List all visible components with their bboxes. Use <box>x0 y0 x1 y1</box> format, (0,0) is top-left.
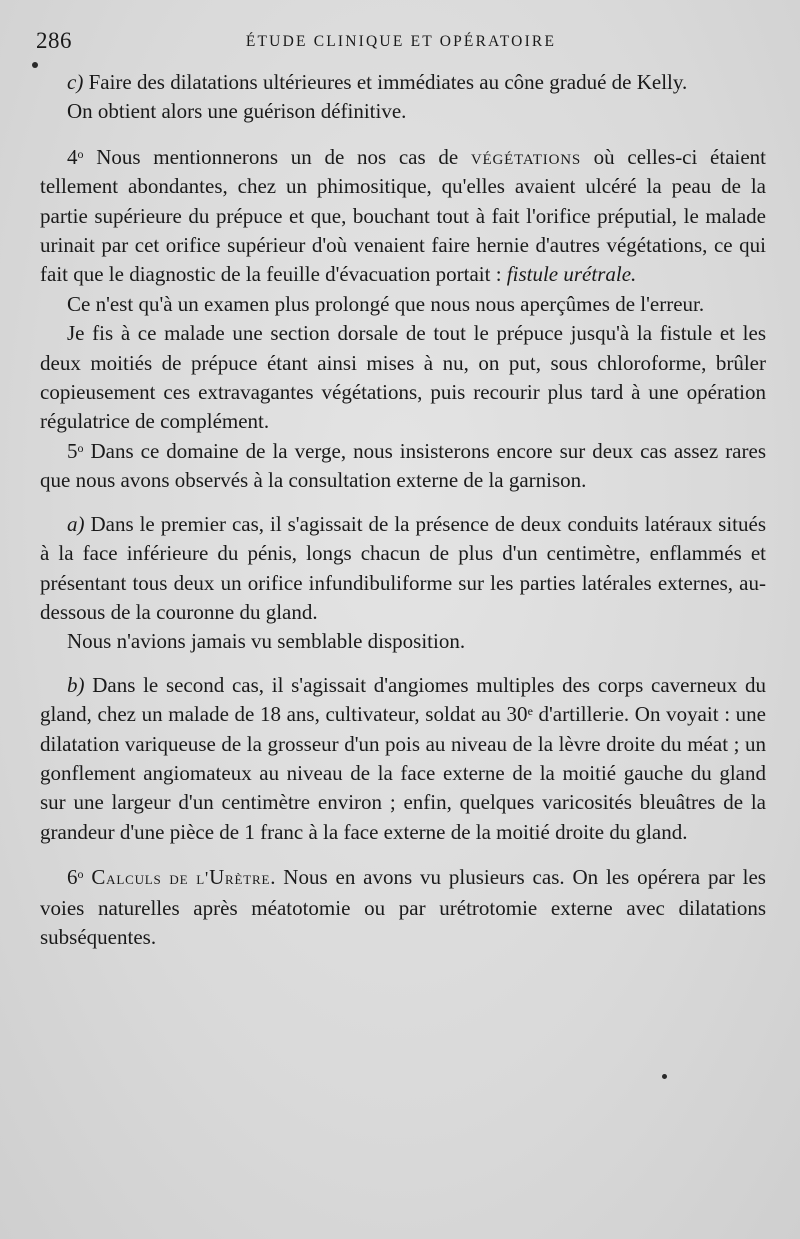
body-text <box>40 68 766 952</box>
small-caps-rest: rètre <box>225 868 271 889</box>
paragraph-5-verge <box>40 437 766 496</box>
ink-speck <box>32 62 38 68</box>
section-title <box>91 865 270 889</box>
ordinal-sup: o <box>77 146 84 161</box>
italic-diagnosis: fistule urétrale. <box>506 262 637 287</box>
paragraph-text: Nous n'avions jamais vu semblable disposition. <box>67 629 466 654</box>
paragraph-c-kelly <box>40 68 766 97</box>
paragraph-text: Dans le premier cas, il s'agissait de la présence de deux conduits latéraux situés à la face inférieure du pénis, longs chacun de plus d'un centimètre, enflammés et présentant tous deux un orifice infundibuliforme sur les parties latérales externes, au-dessous de la couronne du gland. <box>40 511 766 624</box>
paragraph-semblable <box>40 627 766 656</box>
small-caps-rest: alculs de l' <box>106 868 210 889</box>
ordinal-sup: o <box>77 867 84 882</box>
list-label-c: c) <box>67 70 84 94</box>
paragraph-4-vegetations <box>40 143 766 290</box>
paragraph-text: Je fis à ce malade une section dorsale de tout le prépuce jusqu'à la fistule et les deux moitiés de prépuce étant ainsi mises à nu, on put, sous chloroforme, brûler copieusement ces extravagantes végétations, puis recourir plus tard à une opération régulatrice de complément. <box>40 321 766 434</box>
page-number: 286 <box>36 28 72 53</box>
paragraph-text: où celles-ci étaient tellement abondantes, chez un phimositique, qu'elles avaient ulcéré la peau de la partie supérieure du prépuce et que, bouchant tout à fait l'orifice préputial, le malade urinait par cet orifice supérieur d'où venaient faire hernie d'autres végétations, ce qui fait que le diagnostic de la feuille d'évacuation portait : <box>40 144 767 287</box>
small-caps-cap: C <box>91 865 107 890</box>
small-caps-term: végétations <box>470 144 581 169</box>
paragraph-text: Dans ce domaine de la verge, nous insisterons encore sur deux cas assez rares que nous avons observés à la consultation externe de la garnison. <box>40 438 766 493</box>
paragraph-erreur <box>40 290 766 319</box>
paragraph-text: Faire des dilatations ultérieures et immédiates au cône gradué de Kelly. <box>83 70 688 94</box>
paragraph-text: . Nous en avons vu plusieurs cas. On les opérera par les voies naturelles après méatotomie ou par urétrotomie externe avec dilatations subséquentes. <box>40 865 766 949</box>
paragraph-a-premier-cas <box>40 510 766 628</box>
paragraph-text: d'artillerie. On voyait : une dilatation variqueuse de la grosseur d'un pois au niveau de la lèvre droite du méat ; un gonflement angiomateux au niveau de la face externe de la moitié gauche du gland sur une largeur d'un centimètre environ ; enfin, quelques varicosités bleuâtres de la grandeur d'une pièce de 1 franc à la face externe de la moitié droite du gland. <box>40 702 767 844</box>
page-header <box>32 28 770 58</box>
paragraph-section-dorsale <box>40 319 766 437</box>
small-caps-cap: U <box>209 865 226 890</box>
list-label-a: a) <box>67 511 85 536</box>
paragraph-text: Ce n'est qu'à un examen plus prolongé que nous nous aperçûmes de l'erreur. <box>67 291 705 316</box>
paragraph-6-calculs <box>40 863 766 952</box>
paragraph-text: On obtient alors une guérison définitive. <box>67 99 407 124</box>
list-label-b: b) <box>67 672 85 697</box>
ordinal-sup: o <box>77 440 84 455</box>
ink-speck <box>662 1074 667 1079</box>
running-head: ÉTUDE CLINIQUE ET OPÉRATOIRE <box>245 33 557 50</box>
section-number: 6 <box>67 865 78 890</box>
paragraph-guerison <box>40 97 766 126</box>
paragraph-b-second-cas <box>40 671 766 847</box>
section-number: 4 <box>67 144 78 169</box>
section-number: 5 <box>67 438 78 463</box>
paragraph-text: Nous mentionnerons un de nos cas de <box>83 144 471 169</box>
paragraph-text: Dans le second cas, il s'agissait d'angiomes multiples des corps caverneux du gland, chez un malade de 18 ans, cultivateur, soldat au 30 <box>40 672 766 727</box>
ordinal-sup: e <box>527 704 533 719</box>
